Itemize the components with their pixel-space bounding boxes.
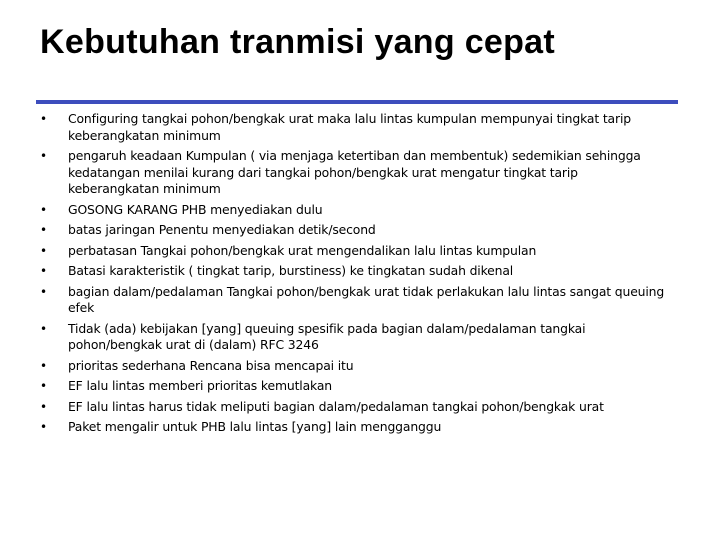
bullet-dot-icon: • xyxy=(40,202,47,217)
bullet-item xyxy=(40,148,670,198)
bullet-item xyxy=(40,202,670,219)
bullet-dot-icon: • xyxy=(40,112,47,126)
bullet-dot-icon: • xyxy=(40,243,47,258)
bullet-item xyxy=(40,284,670,317)
slide-title: Kebutuhan tranmisi yang cepat xyxy=(40,23,556,61)
bullet-item xyxy=(40,378,670,395)
bullet-item xyxy=(40,111,670,144)
bullet-dot-icon: • xyxy=(40,399,47,414)
bullet-text: EF lalu lintas memberi prioritas kemutlakan xyxy=(68,378,332,393)
bullet-dot-icon: • xyxy=(40,264,47,278)
bullet-text: GOSONG KARANG PHB menyediakan dulu xyxy=(68,201,323,217)
bullet-dot-icon: • xyxy=(40,420,47,434)
bullet-dot-icon: • xyxy=(40,149,47,163)
bullet-dot-icon: • xyxy=(40,321,47,336)
bullet-text: Configuring tangkai pohon/bengkak urat maka lalu lintas kumpulan mempunyai tingkat tarip keberangkatan minimum xyxy=(68,111,631,143)
bullet-dot-icon: • xyxy=(40,379,47,393)
title-underline xyxy=(36,100,678,104)
bullet-text: bagian dalam/pedalaman Tangkai pohon/bengkak urat tidak perlakukan lalu lintas sangat queuing efek xyxy=(68,283,665,315)
bullet-item xyxy=(40,321,670,354)
bullet-item xyxy=(40,243,670,260)
bullet-dot-icon: • xyxy=(40,223,47,237)
bullet-dot-icon: • xyxy=(40,358,47,373)
bullet-text: prioritas sederhana Rencana bisa mencapai itu xyxy=(68,357,354,373)
bullet-text: pengaruh keadaan Kumpulan ( via menjaga ketertiban dan membentuk) sedemikian sehingga kedatangan menilai kurang dari tangkai pohon/bengkak urat mengatur tingkat tarip keberangkatan minimum xyxy=(68,148,641,196)
bullet-item xyxy=(40,358,670,375)
bullet-text: batas jaringan Penentu menyediakan detik/second xyxy=(68,222,376,237)
bullet-item xyxy=(40,222,670,239)
bullet-dot-icon: • xyxy=(40,284,47,299)
bullet-item xyxy=(40,419,670,436)
bullet-text: Paket mengalir untuk PHB lalu lintas [yang] lain mengganggu xyxy=(68,419,442,434)
bullet-item xyxy=(40,399,670,416)
bullet-text: Batasi karakteristik ( tingkat tarip, burstiness) ke tingkatan sudah dikenal xyxy=(68,263,514,278)
bullet-text: Tidak (ada) kebijakan [yang] queuing spesifik pada bagian dalam/pedalaman tangkai pohon/bengkak urat di (dalam) RFC 3246 xyxy=(68,320,586,352)
bullet-item xyxy=(40,263,670,280)
bullet-list xyxy=(40,111,670,440)
bullet-text: perbatasan Tangkai pohon/bengkak urat mengendalikan lalu lintas kumpulan xyxy=(68,242,537,258)
bullet-text: EF lalu lintas harus tidak meliputi bagian dalam/pedalaman tangkai pohon/bengkak urat xyxy=(68,398,604,414)
